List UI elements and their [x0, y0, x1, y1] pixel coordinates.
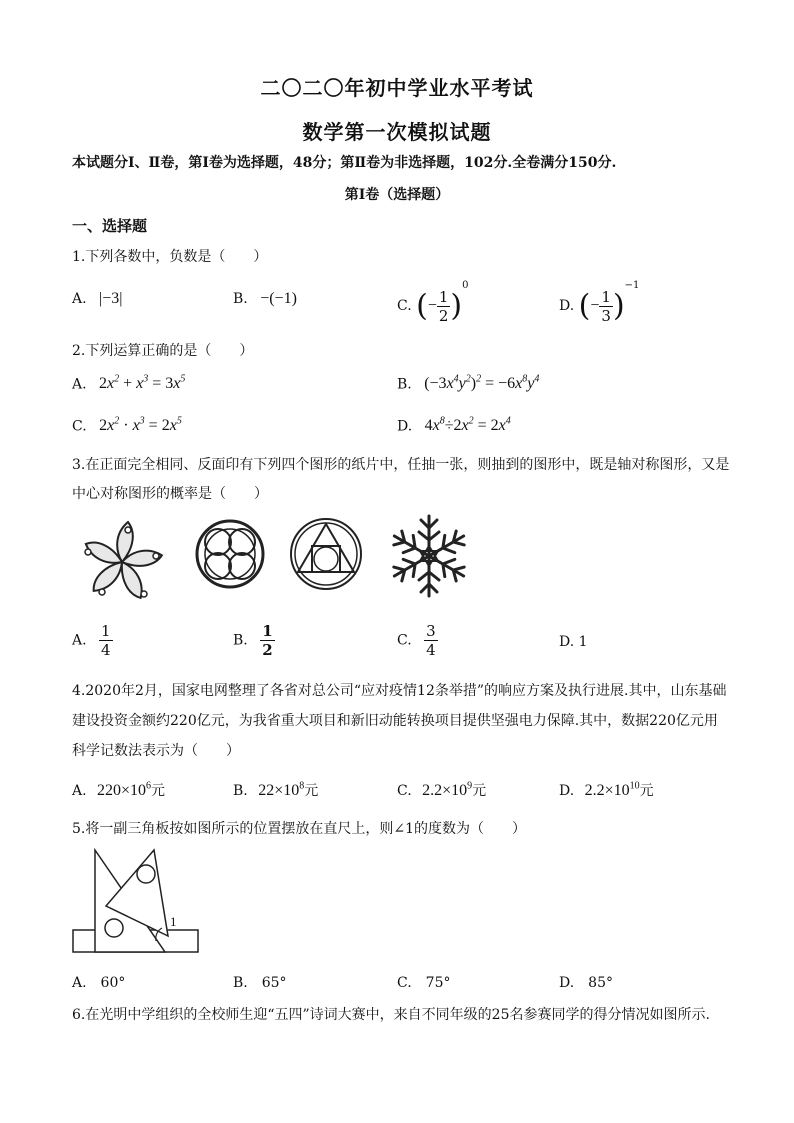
- option-a-label: A.: [72, 783, 87, 799]
- q3-option-c: [397, 622, 438, 659]
- q1-d-numerator: 1: [601, 287, 611, 306]
- q3-c-denominator: 4: [426, 641, 436, 659]
- unit-label: 元: [304, 783, 319, 799]
- q1-d-denominator: 3: [601, 306, 611, 325]
- question-5-stem: 5.将一副三角板按如图所示的位置摆放在直尺上，则∠1的度数为（ ）: [72, 821, 526, 837]
- q1-option-b: [233, 290, 297, 308]
- q3-c-numerator: 3: [426, 622, 436, 640]
- q3-a-numerator: 1: [101, 622, 111, 640]
- question-3-stem-line2: 中心对称图形的概率是（ ）: [72, 486, 268, 502]
- q5-option-a: A. 60°: [72, 975, 126, 991]
- unit-label: 元: [639, 783, 654, 799]
- circle-triangle-square-figure: [288, 516, 364, 592]
- q3-option-a: [72, 622, 113, 659]
- option-c-label: C.: [397, 298, 412, 314]
- option-a-label: A.: [72, 632, 87, 649]
- angle-1-label: 1: [170, 914, 177, 929]
- exam-title: 二〇二〇年初中学业水平考试: [260, 76, 534, 100]
- unit-label: 元: [151, 783, 166, 799]
- section-title: 一、选择题: [72, 217, 148, 235]
- question-1-stem: 1.下列各数中，负数是（ ）: [72, 249, 268, 265]
- snowflake-figure: [382, 512, 476, 600]
- option-c-label: C.: [72, 418, 87, 435]
- option-d-label: D.: [397, 418, 413, 435]
- q2-option-c: C. $2x^2 \cdot x^3 = 2x^5$: [72, 416, 182, 435]
- bauhinia-figure: [76, 516, 168, 608]
- q3-option-b: [233, 622, 275, 659]
- q5-option-c: C. 75°: [397, 975, 451, 991]
- option-b-label: B.: [233, 291, 248, 307]
- question-4-stem-line2: 建设投资金额约220亿元，为我省重大项目和新旧动能转换项目提供坚强电力保障.其中，数据220亿元用: [72, 713, 718, 729]
- q1-option-c: C. (− $\frac{1}{2}$ )$^0$: [397, 280, 469, 325]
- q3-b-numerator: 1: [262, 622, 273, 640]
- q4-option-a: A. $220\times 10^6$元: [72, 780, 166, 799]
- q1-option-d: D. (− $\frac{1}{3}$ )$^{-1}$: [559, 280, 640, 325]
- q3-a-denominator: 4: [101, 641, 111, 659]
- q1-b-expr: −(−1): [260, 290, 297, 307]
- question-2-stem: 2.下列运算正确的是（ ）: [72, 343, 254, 359]
- q1-c-denominator: 2: [438, 306, 449, 325]
- q2-option-d: D. $4x^8\div 2x^2 = 2x^4$: [397, 416, 511, 435]
- option-b-label: B.: [233, 783, 248, 799]
- option-a-label: A.: [72, 291, 87, 307]
- q3-option-d: D. 1: [559, 634, 588, 650]
- question-6-stem: 6.在光明中学组织的全校师生迎“五四”诗词大赛中，来自不同年级的25名参赛同学的得分情况如图所示.: [72, 1007, 710, 1023]
- q2-option-b: B. $(-3x^4y^2)^2 = -6x^8y^4$: [397, 374, 540, 393]
- option-c-label: C.: [397, 632, 412, 649]
- q1-d-exponent: −1: [624, 280, 640, 291]
- option-c-label: C.: [397, 783, 412, 799]
- q1-a-expr: |−3|: [99, 290, 123, 307]
- q1-c-exponent: 0: [462, 280, 469, 291]
- option-d-label: D.: [559, 783, 575, 799]
- q1-c-numerator: 1: [438, 287, 449, 306]
- q4-option-b: B. $22\times 10^8$元: [233, 780, 319, 799]
- q5-option-b: B. 65°: [233, 975, 287, 991]
- q2-option-a: A. $2x^2 + x^3 = 3x^5$: [72, 374, 186, 393]
- q5-option-d: D. 85°: [559, 975, 613, 991]
- option-d-label: D.: [559, 298, 575, 314]
- question-4-stem-line1: 4.2020年2月，国家电网整理了各省对总公司“应对疫情12条举措”的响应方案及执行进展.其中，山东基础: [72, 683, 727, 699]
- q3-b-denominator: 2: [262, 641, 273, 659]
- option-a-label: A.: [72, 376, 87, 393]
- exam-intro: 本试题分Ⅰ、Ⅱ卷，第Ⅰ卷为选择题，48分；第Ⅱ卷为非选择题，102分.全卷满分150分.: [72, 155, 617, 171]
- exam-subtitle: 数学第一次模拟试题: [302, 120, 492, 144]
- unit-label: 元: [472, 783, 487, 799]
- four-petal-circle-figure: [194, 518, 266, 590]
- q1-option-a: [72, 290, 122, 308]
- triangle-ruler-figure: [70, 846, 202, 954]
- q4-option-c: C. $2.2\times 10^9$元: [397, 780, 487, 799]
- q4-option-d: D. $2.2\times 10^{10}$元: [559, 780, 654, 799]
- part-title: 第Ⅰ卷（选择题）: [344, 187, 450, 203]
- question-3-stem-line1: 3.在正面完全相同、反面印有下列四个图形的纸片中，任抽一张，则抽到的图形中，既是轴对称图形，又是: [72, 457, 730, 473]
- question-4-stem-line3: 科学记数法表示为（ ）: [72, 743, 240, 759]
- option-b-label: B.: [233, 632, 248, 649]
- option-b-label: B.: [397, 376, 412, 393]
